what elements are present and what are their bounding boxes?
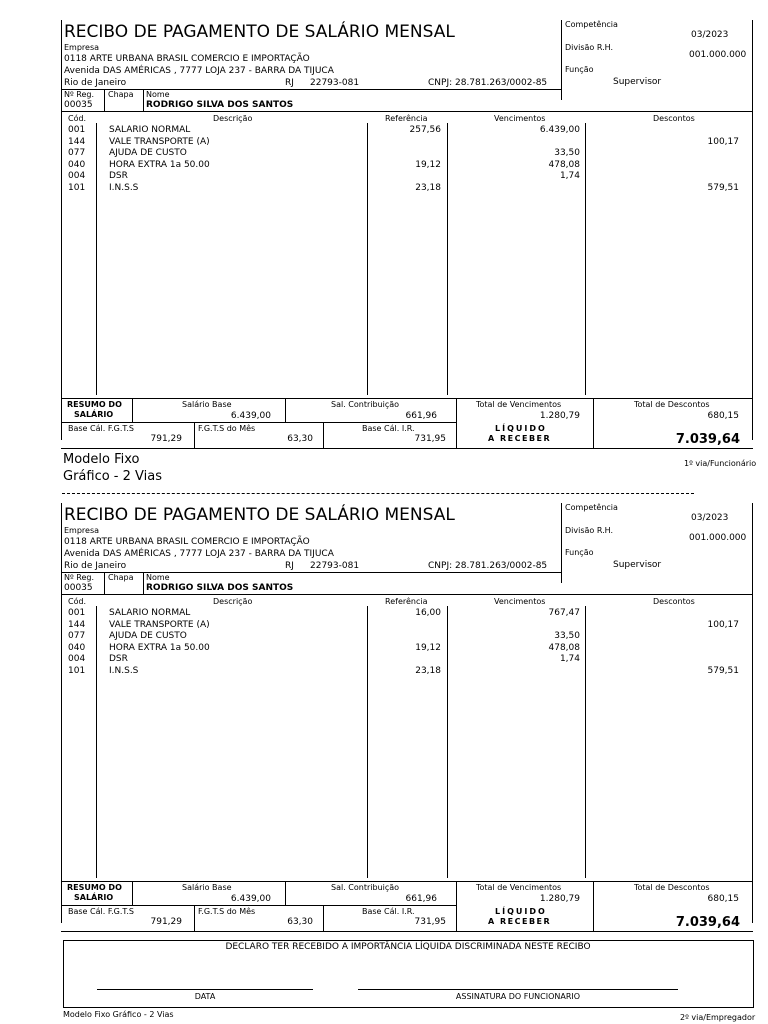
receipt-title: RECIBO DE PAGAMENTO DE SALÁRIO MENSAL (64, 505, 455, 525)
row-description: HORA EXTRA 1a 50.00 (109, 159, 210, 170)
header-divider (561, 503, 562, 583)
row-description: HORA EXTRA 1a 50.00 (109, 642, 210, 653)
row-desconto: 100,17 (707, 619, 739, 630)
row-cod: 001 (68, 125, 86, 135)
left-border (61, 503, 62, 923)
empresa-label: Empresa (64, 43, 100, 52)
cod-col-line (96, 123, 97, 395)
row-reference: 19,12 (415, 642, 441, 653)
sal-contribuicao-value: 661,96 (405, 894, 437, 904)
row-reference: 23,18 (415, 182, 441, 193)
salario-base-label: Salário Base (182, 883, 232, 892)
funcao-label: Função (565, 65, 594, 74)
header-line (61, 89, 561, 90)
row-cod: 077 (68, 148, 86, 158)
salario-base-value: 6.439,00 (230, 411, 271, 421)
row-vencimento: 6.439,00 (539, 125, 580, 135)
sal-contribuicao-label: Sal. Contribuição (331, 400, 400, 409)
base-ir-value: 731,95 (414, 434, 446, 444)
row-description: AJUDA DE CUSTO (109, 148, 187, 158)
row-description: VALE TRANSPORTE (A) (109, 619, 210, 630)
sal-contribuicao-value: 661,96 (405, 411, 437, 421)
referencia-header: Referência (385, 114, 428, 123)
row-description: VALE TRANSPORTE (A) (109, 136, 210, 147)
summary-divider (285, 398, 286, 422)
row-reference: 23,18 (415, 665, 441, 676)
descontos-header: Descontos (653, 597, 695, 606)
row-cod: 144 (68, 619, 86, 630)
summary-line-2 (61, 905, 456, 906)
total-descontos-label: Total de Descontos (634, 883, 710, 892)
company-city: Rio de Janeiro (64, 561, 127, 571)
row-reference: 19,12 (415, 159, 441, 170)
descricao-header: Descrição (213, 114, 253, 123)
vencimentos-header: Vencimentos (494, 114, 546, 123)
signature-label: ASSINATURA DO FUNCIONARIO (455, 992, 581, 1001)
base-fgts-label: Base Cál. F.G.T.S (68, 907, 134, 916)
summary-line (61, 398, 753, 399)
resumo-label-1: RESUMO DO (67, 400, 122, 409)
header-line (61, 572, 561, 573)
total-vencimentos-label: Total de Vencimentos (476, 400, 562, 409)
liquido-label-1: LÍQUIDO (495, 424, 547, 433)
row-desconto: 579,51 (707, 665, 739, 676)
row-desconto: 100,17 (707, 136, 739, 147)
total-vencimentos-value: 1.280,79 (539, 894, 580, 904)
row-cod: 001 (68, 608, 86, 618)
competencia-value: 03/2023 (691, 513, 729, 523)
row-vencimento: 478,08 (548, 159, 580, 170)
receipt-bottom-line (61, 448, 753, 449)
total-vencimentos-label: Total de Vencimentos (476, 883, 562, 892)
company-city: Rio de Janeiro (64, 78, 127, 88)
nreg-label: Nº Reg. (64, 573, 95, 582)
total-descontos-value: 680,15 (707, 411, 739, 421)
descricao-header: Descrição (213, 597, 253, 606)
header-divider (561, 20, 562, 100)
company-cep: 22793-081 (310, 561, 360, 571)
row-description: AJUDA DE CUSTO (109, 631, 187, 641)
cut-line (62, 493, 694, 494)
nreg-label: Nº Reg. (64, 90, 95, 99)
company-name: 0118 ARTE URBANA BRASIL COMERCIO E IMPORTAÇÃO (64, 54, 310, 64)
competencia-label: Competência (565, 503, 618, 512)
employee-reg: 00035 (64, 583, 93, 593)
descontos-header: Descontos (653, 114, 695, 123)
venc-col-line (585, 606, 586, 878)
row-cod: 004 (68, 171, 86, 181)
total-descontos-value: 680,15 (707, 894, 739, 904)
row-vencimento: 1,74 (559, 654, 580, 664)
summary-line-2 (61, 422, 456, 423)
date-label: DATA (194, 992, 216, 1001)
nome-label: Nome (146, 573, 170, 582)
divisao-value: 001.000.000 (689, 533, 747, 543)
salario-base-value: 6.439,00 (230, 894, 271, 904)
company-state: RJ (285, 561, 294, 571)
liquido-value: 7.039,64 (675, 432, 740, 447)
row-cod: 144 (68, 136, 86, 147)
divisao-value: 001.000.000 (689, 50, 747, 60)
company-name: 0118 ARTE URBANA BRASIL COMERCIO E IMPORTAÇÃO (64, 537, 310, 547)
company-cep: 22793-081 (310, 78, 360, 88)
chapa-label: Chapa (108, 90, 134, 99)
row-description: DSR (109, 171, 128, 181)
liquido-label-2: A RECEBER (488, 434, 552, 443)
employee-reg: 00035 (64, 100, 93, 110)
row-cod: 040 (68, 159, 86, 170)
fgts-mes-label: F.G.T.S do Mês (198, 424, 256, 433)
base-ir-label: Base Cál. I.R. (362, 424, 415, 433)
grafico-label: Gráfico - 2 Vias (63, 469, 162, 484)
divisao-label: Divisão R.H. (565, 43, 614, 52)
row-vencimento: 478,08 (548, 642, 580, 653)
total-vencimentos-value: 1.280,79 (539, 411, 580, 421)
liquido-label-2: A RECEBER (488, 917, 552, 926)
summary-divider (456, 881, 457, 931)
modelo-footer: Modelo Fixo Gráfico - 2 Vias (63, 1010, 174, 1019)
base-fgts-label: Base Cál. F.G.T.S (68, 424, 134, 433)
cod-header: Cód. (68, 597, 87, 606)
resumo-label-2: SALÁRIO (74, 410, 114, 419)
receipt (0, 20, 768, 447)
funcao-value: Supervisor (613, 560, 662, 570)
divisao-label: Divisão R.H. (565, 526, 614, 535)
company-address: Avenida DAS AMÉRICAS , 7777 LOJA 237 - BARRA DA TIJUCA (64, 549, 334, 559)
employee-name: RODRIGO SILVA DOS SANTOS (146, 583, 294, 593)
company-cnpj: CNPJ: 28.781.263/0002-85 (428, 78, 548, 88)
receipt-bottom-line (61, 931, 753, 932)
base-fgts-value: 791,29 (150, 917, 182, 927)
base-ir-value: 731,95 (414, 917, 446, 927)
vencimentos-header: Vencimentos (494, 597, 546, 606)
summary-divider (194, 905, 195, 931)
via-funcionario-label: 1º via/Funcionário (684, 459, 757, 468)
summary-divider (285, 881, 286, 905)
date-signature-line (97, 989, 313, 990)
fgts-mes-label: F.G.T.S do Mês (198, 907, 256, 916)
salario-base-label: Salário Base (182, 400, 232, 409)
row-cod: 101 (68, 182, 86, 193)
summary-divider (456, 398, 457, 448)
signature-line (358, 989, 678, 990)
desc-col-line (367, 123, 368, 395)
referencia-header: Referência (385, 597, 428, 606)
competencia-value: 03/2023 (691, 30, 729, 40)
venc-col-line (585, 123, 586, 395)
col-divider (104, 89, 105, 111)
receipt-title: RECIBO DE PAGAMENTO DE SALÁRIO MENSAL (64, 22, 455, 42)
company-address: Avenida DAS AMÉRICAS , 7777 LOJA 237 - BARRA DA TIJUCA (64, 66, 334, 76)
row-vencimento: 767,47 (548, 608, 580, 618)
ref-col-line (447, 123, 448, 395)
row-reference: 16,00 (415, 608, 441, 618)
summary-divider (593, 881, 594, 931)
competencia-label: Competência (565, 20, 618, 29)
left-border (61, 20, 62, 440)
funcao-label: Função (565, 548, 594, 557)
summary-divider (593, 398, 594, 448)
row-desconto: 579,51 (707, 182, 739, 193)
receipt (0, 503, 768, 930)
base-ir-label: Base Cál. I.R. (362, 907, 415, 916)
col-divider (143, 89, 144, 111)
desc-col-line (367, 606, 368, 878)
row-reference: 257,56 (409, 125, 441, 135)
row-description: DSR (109, 654, 128, 664)
row-description: SALARIO NORMAL (109, 125, 191, 135)
chapa-label: Chapa (108, 573, 134, 582)
right-border (752, 20, 753, 440)
ref-col-line (447, 606, 448, 878)
modelo-fixo-label: Modelo Fixo (63, 452, 140, 467)
right-border (752, 503, 753, 923)
summary-divider (323, 905, 324, 931)
resumo-label-1: RESUMO DO (67, 883, 122, 892)
row-description: I.N.S.S (109, 182, 139, 193)
liquido-label-1: LÍQUIDO (495, 907, 547, 916)
nome-label: Nome (146, 90, 170, 99)
fgts-mes-value: 63,30 (287, 434, 313, 444)
summary-divider (132, 881, 133, 905)
summary-divider (132, 398, 133, 422)
row-cod: 004 (68, 654, 86, 664)
funcao-value: Supervisor (613, 77, 662, 87)
fgts-mes-value: 63,30 (287, 917, 313, 927)
total-descontos-label: Total de Descontos (634, 400, 710, 409)
row-cod: 101 (68, 665, 86, 676)
empresa-label: Empresa (64, 526, 100, 535)
col-divider (143, 572, 144, 594)
declaration-text: DECLARO TER RECEBIDO A IMPORTÂNCIA LÍQUIDA DISCRIMINADA NESTE RECIBO (225, 942, 591, 952)
cod-header: Cód. (68, 114, 87, 123)
employee-line (61, 594, 753, 595)
row-description: I.N.S.S (109, 665, 139, 676)
liquido-value: 7.039,64 (675, 915, 740, 930)
row-vencimento: 33,50 (554, 631, 580, 641)
summary-divider (323, 422, 324, 448)
summary-line (61, 881, 753, 882)
row-description: SALARIO NORMAL (109, 608, 191, 618)
sal-contribuicao-label: Sal. Contribuição (331, 883, 400, 892)
employee-name: RODRIGO SILVA DOS SANTOS (146, 100, 294, 110)
col-divider (104, 572, 105, 594)
employee-line (61, 111, 753, 112)
company-cnpj: CNPJ: 28.781.263/0002-85 (428, 561, 548, 571)
company-state: RJ (285, 78, 294, 88)
cod-col-line (96, 606, 97, 878)
resumo-label-2: SALÁRIO (74, 893, 114, 902)
row-cod: 077 (68, 631, 86, 641)
row-vencimento: 1,74 (559, 171, 580, 181)
row-vencimento: 33,50 (554, 148, 580, 158)
row-cod: 040 (68, 642, 86, 653)
via-empregador-label: 2º via/Empregador (680, 1013, 756, 1022)
summary-divider (194, 422, 195, 448)
base-fgts-value: 791,29 (150, 434, 182, 444)
